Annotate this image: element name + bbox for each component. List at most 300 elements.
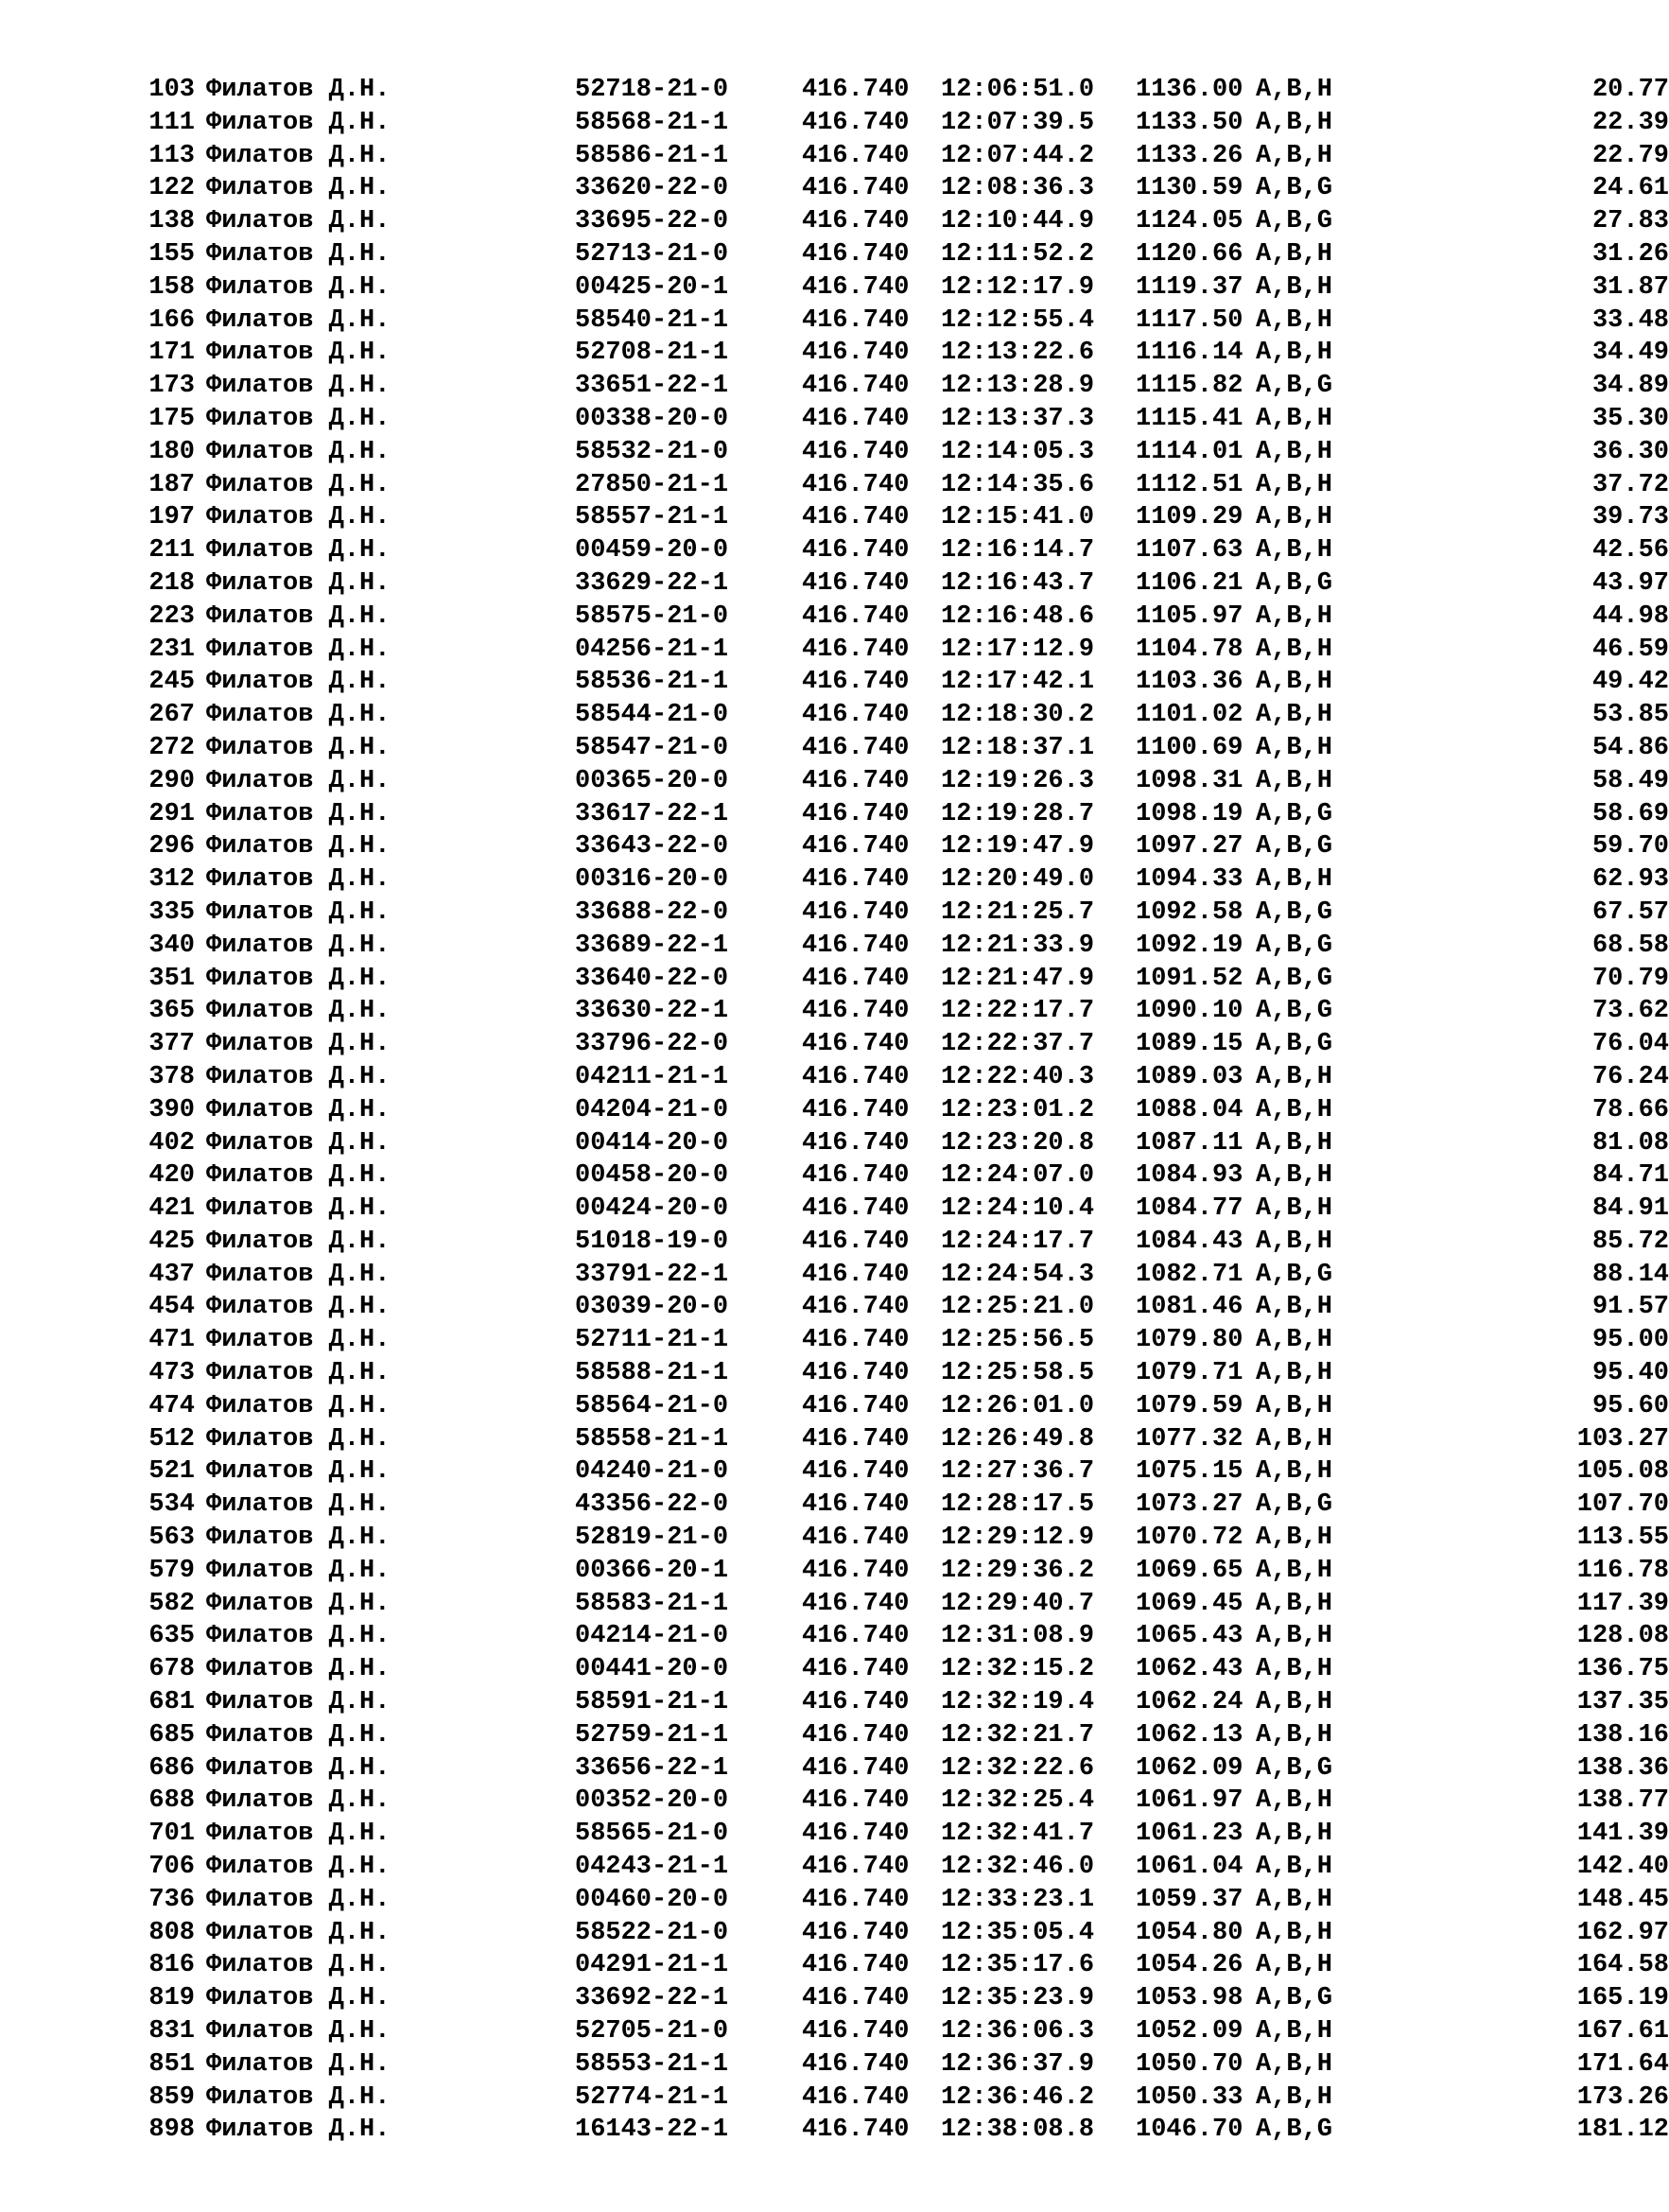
class-cell: A,B,H [1256, 437, 1333, 466]
ring-id-cell: 58586-21-1 [575, 141, 729, 170]
place-cell: 223 [148, 601, 195, 631]
class-cell: A,B,G [1256, 931, 1333, 960]
distance-cell: 416.740 [802, 339, 910, 368]
speed-cell: 1087.11 [1136, 1128, 1243, 1158]
class-cell: A,B,H [1256, 733, 1333, 762]
distance-cell: 416.740 [802, 2116, 910, 2145]
points-cell: 43.97 [1591, 568, 1669, 598]
arrival-time-cell: 12:16:48.6 [941, 601, 1095, 631]
ring-id-cell: 33617-22-1 [575, 799, 729, 828]
table-row [132, 1455, 1669, 1489]
ring-id-cell: 58583-21-1 [575, 1589, 729, 1618]
name-cell: Филатов Д.Н. [206, 1293, 391, 1322]
name-cell: Филатов Д.Н. [206, 1194, 391, 1224]
name-cell: Филатов Д.Н. [206, 1655, 391, 1684]
speed-cell: 1103.36 [1136, 668, 1243, 697]
name-cell: Филатов Д.Н. [206, 1753, 391, 1783]
class-cell: A,B,G [1256, 372, 1333, 401]
arrival-time-cell: 12:24:07.0 [941, 1161, 1095, 1191]
distance-cell: 416.740 [802, 76, 910, 104]
name-cell: Филатов Д.Н. [206, 1984, 391, 2013]
table-row [132, 995, 1669, 1028]
arrival-time-cell: 12:17:12.9 [941, 635, 1095, 664]
speed-cell: 1050.33 [1136, 2082, 1243, 2112]
points-cell: 49.42 [1591, 668, 1669, 697]
class-cell: A,B,H [1256, 1622, 1333, 1651]
distance-cell: 416.740 [802, 1194, 910, 1224]
ring-id-cell: 04256-21-1 [575, 635, 729, 664]
name-cell: Филатов Д.Н. [206, 1424, 391, 1454]
ring-id-cell: 33692-22-1 [575, 1984, 729, 2013]
name-cell: Филатов Д.Н. [206, 141, 391, 170]
class-cell: A,B,G [1256, 997, 1333, 1026]
points-cell: 105.08 [1576, 1457, 1669, 1487]
arrival-time-cell: 12:12:55.4 [941, 305, 1095, 335]
arrival-time-cell: 12:14:35.6 [941, 470, 1095, 499]
points-cell: 167.61 [1576, 2017, 1669, 2047]
table-row [132, 501, 1669, 534]
ring-id-cell: 58547-21-0 [575, 733, 729, 762]
arrival-time-cell: 12:13:28.9 [941, 372, 1095, 401]
distance-cell: 416.740 [802, 701, 910, 730]
name-cell: Филатов Д.Н. [206, 174, 391, 203]
points-cell: 107.70 [1576, 1490, 1669, 1520]
distance-cell: 416.740 [802, 1622, 910, 1651]
points-cell: 31.87 [1591, 272, 1669, 302]
table-row [132, 1127, 1669, 1160]
class-cell: A,B,H [1256, 2049, 1333, 2079]
distance-cell: 416.740 [802, 1359, 910, 1388]
speed-cell: 1100.69 [1136, 733, 1243, 762]
distance-cell: 416.740 [802, 897, 910, 927]
distance-cell: 416.740 [802, 1786, 910, 1816]
arrival-time-cell: 12:06:51.0 [941, 76, 1095, 104]
speed-cell: 1092.19 [1136, 931, 1243, 960]
place-cell: 138 [148, 207, 195, 236]
place-cell: 706 [148, 1853, 195, 1882]
arrival-time-cell: 12:23:01.2 [941, 1095, 1095, 1124]
speed-cell: 1104.78 [1136, 635, 1243, 664]
table-row [132, 1949, 1669, 1982]
arrival-time-cell: 12:24:17.7 [941, 1227, 1095, 1256]
table-row [132, 271, 1669, 305]
distance-cell: 416.740 [802, 1820, 910, 1849]
ring-id-cell: 00366-20-1 [575, 1556, 729, 1585]
arrival-time-cell: 12:12:17.9 [941, 272, 1095, 302]
place-cell: 816 [148, 1951, 195, 1980]
arrival-time-cell: 12:32:19.4 [941, 1688, 1095, 1717]
points-cell: 165.19 [1576, 1984, 1669, 2013]
points-cell: 37.72 [1591, 470, 1669, 499]
class-cell: A,B,H [1256, 1326, 1333, 1355]
ring-id-cell: 04211-21-1 [575, 1062, 729, 1091]
points-cell: 35.30 [1591, 404, 1669, 433]
place-cell: 103 [148, 76, 195, 104]
points-cell: 141.39 [1576, 1820, 1669, 1849]
table-row [132, 172, 1669, 205]
class-cell: A,B,H [1256, 503, 1333, 532]
arrival-time-cell: 12:32:15.2 [941, 1655, 1095, 1684]
points-cell: 136.75 [1576, 1655, 1669, 1684]
distance-cell: 416.740 [802, 272, 910, 302]
name-cell: Филатов Д.Н. [206, 1457, 391, 1487]
place-cell: 175 [148, 404, 195, 433]
place-cell: 296 [148, 832, 195, 862]
distance-cell: 416.740 [802, 1490, 910, 1520]
ring-id-cell: 04243-21-1 [575, 1853, 729, 1882]
speed-cell: 1075.15 [1136, 1457, 1243, 1487]
distance-cell: 416.740 [802, 997, 910, 1026]
points-cell: 84.71 [1591, 1161, 1669, 1191]
arrival-time-cell: 12:21:25.7 [941, 897, 1095, 927]
speed-cell: 1101.02 [1136, 701, 1243, 730]
speed-cell: 1046.70 [1136, 2116, 1243, 2145]
distance-cell: 416.740 [802, 1589, 910, 1618]
distance-cell: 416.740 [802, 1885, 910, 1914]
class-cell: A,B,H [1256, 701, 1333, 730]
points-cell: 138.77 [1576, 1786, 1669, 1816]
points-cell: 181.12 [1576, 2116, 1669, 2145]
distance-cell: 416.740 [802, 1556, 910, 1585]
distance-cell: 416.740 [802, 668, 910, 697]
distance-cell: 416.740 [802, 964, 910, 993]
points-cell: 34.89 [1591, 372, 1669, 401]
class-cell: A,B,H [1256, 1128, 1333, 1158]
arrival-time-cell: 12:22:17.7 [941, 997, 1095, 1026]
place-cell: 166 [148, 305, 195, 335]
speed-cell: 1091.52 [1136, 964, 1243, 993]
distance-cell: 416.740 [802, 503, 910, 532]
table-row [132, 1259, 1669, 1292]
distance-cell: 416.740 [802, 437, 910, 466]
arrival-time-cell: 12:21:47.9 [941, 964, 1095, 993]
ring-id-cell: 33620-22-0 [575, 174, 729, 203]
table-row [132, 930, 1669, 963]
distance-cell: 416.740 [802, 174, 910, 203]
class-cell: A,B,H [1256, 1293, 1333, 1322]
ring-id-cell: 33796-22-0 [575, 1030, 729, 1059]
distance-cell: 416.740 [802, 1293, 910, 1322]
ring-id-cell: 04204-21-0 [575, 1095, 729, 1124]
distance-cell: 416.740 [802, 568, 910, 598]
table-row [132, 1423, 1669, 1456]
points-cell: 27.83 [1591, 207, 1669, 236]
speed-cell: 1120.66 [1136, 239, 1243, 269]
arrival-time-cell: 12:32:22.6 [941, 1753, 1095, 1783]
arrival-time-cell: 12:32:25.4 [941, 1786, 1095, 1816]
name-cell: Филатов Д.Н. [206, 372, 391, 401]
speed-cell: 1061.04 [1136, 1853, 1243, 1882]
results-table [132, 74, 1669, 2147]
ring-id-cell: 58532-21-0 [575, 437, 729, 466]
distance-cell: 416.740 [802, 1688, 910, 1717]
ring-id-cell: 52759-21-1 [575, 1720, 729, 1750]
table-row [132, 2048, 1669, 2081]
points-cell: 53.85 [1591, 701, 1669, 730]
table-row [132, 2015, 1669, 2048]
distance-cell: 416.740 [802, 239, 910, 269]
class-cell: A,B,G [1256, 174, 1333, 203]
points-cell: 138.16 [1576, 1720, 1669, 1750]
arrival-time-cell: 12:20:49.0 [941, 865, 1095, 895]
name-cell: Филатов Д.Н. [206, 1030, 391, 1059]
speed-cell: 1114.01 [1136, 437, 1243, 466]
place-cell: 390 [148, 1095, 195, 1124]
arrival-time-cell: 12:29:12.9 [941, 1524, 1095, 1553]
points-cell: 91.57 [1591, 1293, 1669, 1322]
ring-id-cell: 52708-21-1 [575, 339, 729, 368]
arrival-time-cell: 12:11:52.2 [941, 239, 1095, 269]
speed-cell: 1106.21 [1136, 568, 1243, 598]
place-cell: 421 [148, 1194, 195, 1224]
class-cell: A,B,H [1256, 1655, 1333, 1684]
speed-cell: 1089.03 [1136, 1062, 1243, 1091]
place-cell: 701 [148, 1820, 195, 1849]
place-cell: 425 [148, 1227, 195, 1256]
place-cell: 736 [148, 1885, 195, 1914]
points-cell: 95.40 [1591, 1359, 1669, 1388]
speed-cell: 1115.82 [1136, 372, 1243, 401]
arrival-time-cell: 12:19:47.9 [941, 832, 1095, 862]
points-cell: 85.72 [1591, 1227, 1669, 1256]
place-cell: 859 [148, 2082, 195, 2112]
place-cell: 173 [148, 372, 195, 401]
speed-cell: 1054.80 [1136, 1918, 1243, 1947]
place-cell: 521 [148, 1457, 195, 1487]
class-cell: A,B,H [1256, 305, 1333, 335]
name-cell: Филатов Д.Н. [206, 897, 391, 927]
place-cell: 197 [148, 503, 195, 532]
table-row [132, 863, 1669, 897]
table-row [132, 337, 1669, 370]
class-cell: A,B,H [1256, 1161, 1333, 1191]
distance-cell: 416.740 [802, 404, 910, 433]
distance-cell: 416.740 [802, 1326, 910, 1355]
place-cell: 819 [148, 1984, 195, 2013]
points-cell: 164.58 [1576, 1951, 1669, 1980]
arrival-time-cell: 12:35:23.9 [941, 1984, 1095, 2013]
place-cell: 681 [148, 1688, 195, 1717]
place-cell: 686 [148, 1753, 195, 1783]
class-cell: A,B,H [1256, 1918, 1333, 1947]
ring-id-cell: 58591-21-1 [575, 1688, 729, 1717]
place-cell: 377 [148, 1030, 195, 1059]
place-cell: 180 [148, 437, 195, 466]
class-cell: A,B,H [1256, 668, 1333, 697]
points-cell: 95.60 [1591, 1391, 1669, 1420]
place-cell: 473 [148, 1359, 195, 1388]
points-cell: 117.39 [1576, 1589, 1669, 1618]
name-cell: Филатов Д.Н. [206, 239, 391, 269]
name-cell: Филатов Д.Н. [206, 733, 391, 762]
class-cell: A,B,H [1256, 1194, 1333, 1224]
points-cell: 148.45 [1576, 1885, 1669, 1914]
name-cell: Филатов Д.Н. [206, 701, 391, 730]
points-cell: 88.14 [1591, 1260, 1669, 1289]
table-row [132, 1357, 1669, 1390]
points-cell: 73.62 [1591, 997, 1669, 1026]
arrival-time-cell: 12:10:44.9 [941, 207, 1095, 236]
ring-id-cell: 58536-21-1 [575, 668, 729, 697]
distance-cell: 416.740 [802, 1161, 910, 1191]
place-cell: 351 [148, 964, 195, 993]
class-cell: A,B,H [1256, 1589, 1333, 1618]
points-cell: 22.39 [1591, 108, 1669, 137]
class-cell: A,B,H [1256, 272, 1333, 302]
class-cell: A,B,H [1256, 1786, 1333, 1816]
name-cell: Филатов Д.Н. [206, 108, 391, 137]
speed-cell: 1069.65 [1136, 1556, 1243, 1585]
class-cell: A,B,H [1256, 239, 1333, 269]
arrival-time-cell: 12:21:33.9 [941, 931, 1095, 960]
arrival-time-cell: 12:36:37.9 [941, 2049, 1095, 2079]
ring-id-cell: 52819-21-0 [575, 1524, 729, 1553]
distance-cell: 416.740 [802, 536, 910, 566]
arrival-time-cell: 12:32:46.0 [941, 1853, 1095, 1882]
points-cell: 76.24 [1591, 1062, 1669, 1091]
place-cell: 851 [148, 2049, 195, 2079]
points-cell: 113.55 [1576, 1524, 1669, 1553]
ring-id-cell: 52711-21-1 [575, 1326, 729, 1355]
ring-id-cell: 52718-21-0 [575, 76, 729, 104]
distance-cell: 416.740 [802, 2049, 910, 2079]
points-cell: 173.26 [1576, 2082, 1669, 2112]
points-cell: 68.58 [1591, 931, 1669, 960]
name-cell: Филатов Д.Н. [206, 1853, 391, 1882]
arrival-time-cell: 12:35:17.6 [941, 1951, 1095, 1980]
speed-cell: 1084.93 [1136, 1161, 1243, 1191]
distance-cell: 416.740 [802, 372, 910, 401]
ring-id-cell: 00459-20-0 [575, 536, 729, 566]
ring-id-cell: 00352-20-0 [575, 1786, 729, 1816]
arrival-time-cell: 12:07:44.2 [941, 141, 1095, 170]
speed-cell: 1092.58 [1136, 897, 1243, 927]
name-cell: Филатов Д.Н. [206, 1161, 391, 1191]
arrival-time-cell: 12:32:21.7 [941, 1720, 1095, 1750]
name-cell: Филатов Д.Н. [206, 1391, 391, 1420]
table-row [132, 403, 1669, 436]
speed-cell: 1077.32 [1136, 1424, 1243, 1454]
ring-id-cell: 58544-21-0 [575, 701, 729, 730]
class-cell: A,B,G [1256, 897, 1333, 927]
ring-id-cell: 16143-22-1 [575, 2116, 729, 2145]
distance-cell: 416.740 [802, 1951, 910, 1980]
speed-cell: 1136.00 [1136, 76, 1243, 104]
class-cell: A,B,G [1256, 1753, 1333, 1783]
table-row [132, 2114, 1669, 2147]
points-cell: 137.35 [1576, 1688, 1669, 1717]
name-cell: Филатов Д.Н. [206, 931, 391, 960]
arrival-time-cell: 12:19:26.3 [941, 766, 1095, 795]
place-cell: 158 [148, 272, 195, 302]
speed-cell: 1079.59 [1136, 1391, 1243, 1420]
speed-cell: 1107.63 [1136, 536, 1243, 566]
place-cell: 512 [148, 1424, 195, 1454]
arrival-time-cell: 12:23:20.8 [941, 1128, 1095, 1158]
place-cell: 579 [148, 1556, 195, 1585]
table-row [132, 107, 1669, 140]
table-row [132, 798, 1669, 831]
arrival-time-cell: 12:24:10.4 [941, 1194, 1095, 1224]
speed-cell: 1069.45 [1136, 1589, 1243, 1618]
speed-cell: 1116.14 [1136, 339, 1243, 368]
place-cell: 454 [148, 1293, 195, 1322]
points-cell: 103.27 [1576, 1424, 1669, 1454]
ring-id-cell: 00365-20-0 [575, 766, 729, 795]
points-cell: 81.08 [1591, 1128, 1669, 1158]
table-row [132, 1917, 1669, 1950]
class-cell: A,B,H [1256, 404, 1333, 433]
table-row [132, 1291, 1669, 1324]
distance-cell: 416.740 [802, 931, 910, 960]
table-row [132, 1522, 1669, 1555]
arrival-time-cell: 12:26:49.8 [941, 1424, 1095, 1454]
distance-cell: 416.740 [802, 108, 910, 137]
distance-cell: 416.740 [802, 1424, 910, 1454]
table-row [132, 666, 1669, 699]
ring-id-cell: 04214-21-0 [575, 1622, 729, 1651]
table-row [132, 74, 1669, 107]
ring-id-cell: 58557-21-1 [575, 503, 729, 532]
speed-cell: 1062.13 [1136, 1720, 1243, 1750]
speed-cell: 1081.46 [1136, 1293, 1243, 1322]
speed-cell: 1119.37 [1136, 272, 1243, 302]
class-cell: A,B,G [1256, 832, 1333, 862]
points-cell: 128.08 [1576, 1622, 1669, 1651]
distance-cell: 416.740 [802, 1853, 910, 1882]
speed-cell: 1079.80 [1136, 1326, 1243, 1355]
speed-cell: 1094.33 [1136, 865, 1243, 895]
place-cell: 245 [148, 668, 195, 697]
arrival-time-cell: 12:07:39.5 [941, 108, 1095, 137]
arrival-time-cell: 12:15:41.0 [941, 503, 1095, 532]
table-row [132, 370, 1669, 403]
name-cell: Филатов Д.Н. [206, 470, 391, 499]
table-row [132, 765, 1669, 798]
points-cell: 70.79 [1591, 964, 1669, 993]
class-cell: A,B,H [1256, 865, 1333, 895]
speed-cell: 1097.27 [1136, 832, 1243, 862]
place-cell: 898 [148, 2116, 195, 2145]
table-row [132, 1818, 1669, 1851]
name-cell: Филатов Д.Н. [206, 1918, 391, 1947]
name-cell: Филатов Д.Н. [206, 668, 391, 697]
place-cell: 420 [148, 1161, 195, 1191]
table-row [132, 469, 1669, 502]
class-cell: A,B,G [1256, 799, 1333, 828]
place-cell: 831 [148, 2017, 195, 2047]
name-cell: Филатов Д.Н. [206, 1556, 391, 1585]
arrival-time-cell: 12:36:06.3 [941, 2017, 1095, 2047]
table-row [132, 140, 1669, 173]
speed-cell: 1053.98 [1136, 1984, 1243, 2013]
speed-cell: 1115.41 [1136, 404, 1243, 433]
distance-cell: 416.740 [802, 141, 910, 170]
place-cell: 290 [148, 766, 195, 795]
table-row [132, 1982, 1669, 2015]
points-cell: 22.79 [1591, 141, 1669, 170]
name-cell: Филатов Д.Н. [206, 2116, 391, 2145]
class-cell: A,B,H [1256, 1524, 1333, 1553]
ring-id-cell: 33629-22-1 [575, 568, 729, 598]
table-row [132, 1159, 1669, 1193]
table-row [132, 963, 1669, 996]
class-cell: A,B,H [1256, 1062, 1333, 1091]
table-row [132, 1719, 1669, 1752]
arrival-time-cell: 12:17:42.1 [941, 668, 1095, 697]
name-cell: Филатов Д.Н. [206, 2082, 391, 2112]
place-cell: 340 [148, 931, 195, 960]
